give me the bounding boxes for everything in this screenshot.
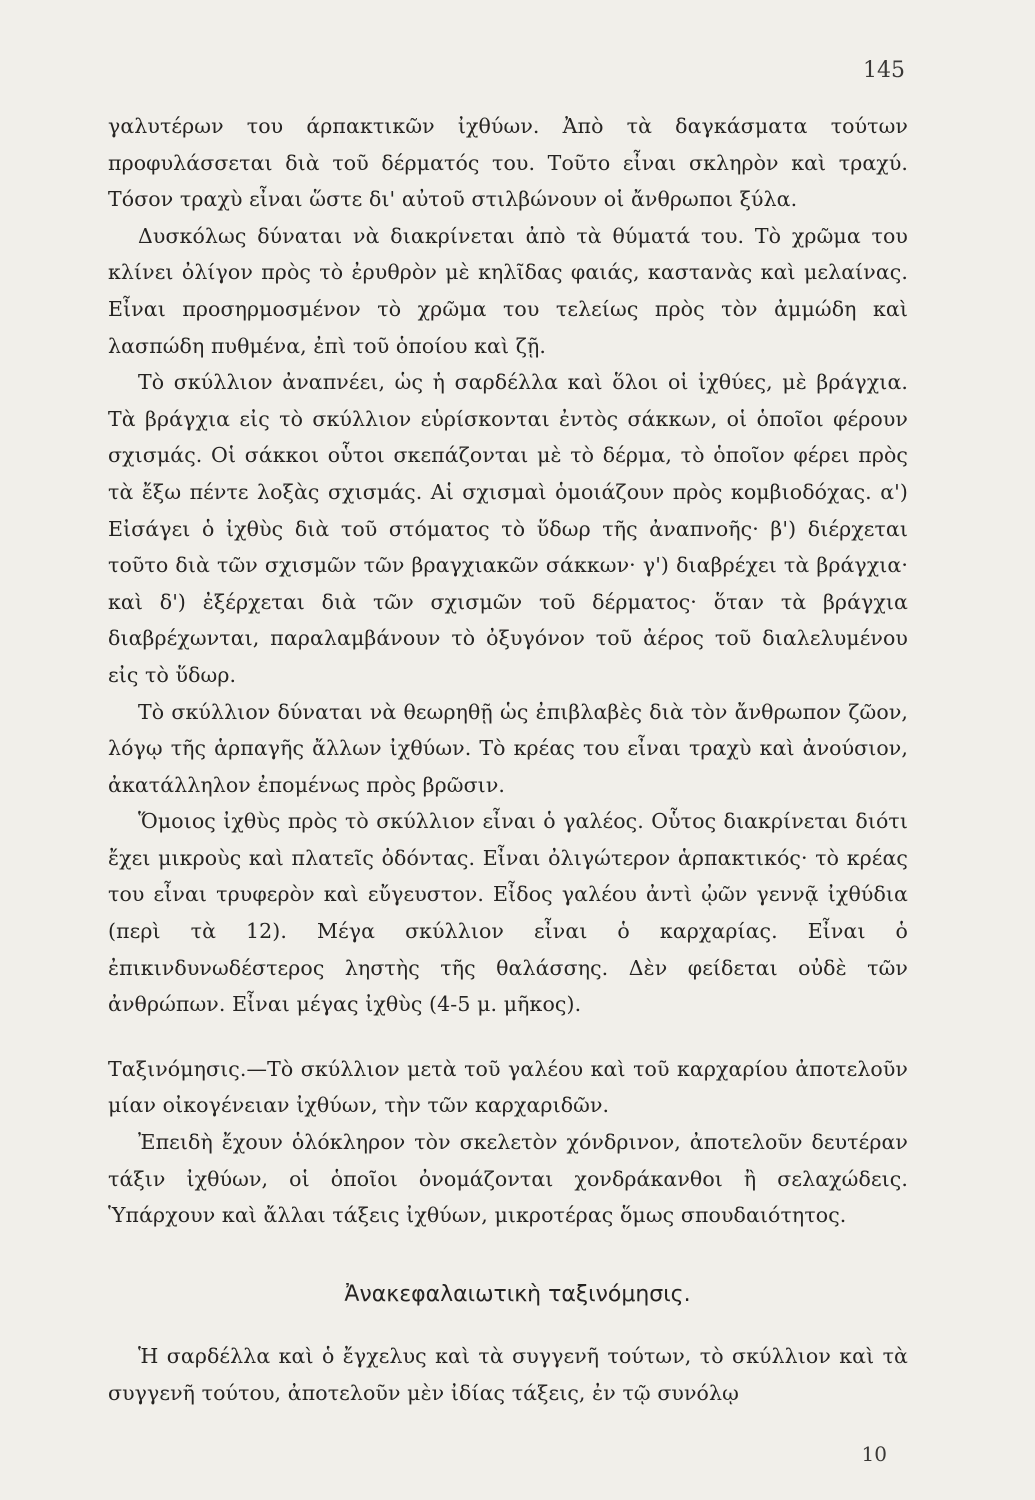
paragraph-2: Δυσκόλως δύναται νὰ διακρίνεται ἀπὸ τὰ θύματά του. Τὸ χρῶμα του κλίνει ὀλίγον πρὸς τὸ ἐρυθρὸν μὲ κηλῖδας φαιάς, καστανὰς καὶ μελαίνας. Εἶναι προσηρμοσμένον τὸ χρῶμα του τελείως πρὸς τὸν ἀμμώδη καὶ λασπώδη πυθμένα, ἐπὶ τοῦ ὁποίου καὶ ζῇ. bbox=[108, 223, 908, 358]
paragraph-7: Ἐπειδὴ ἔχουν ὁλόκληρον τὸν σκελετὸν χόνδρινον, ἀποτελοῦν δευτέραν τάξιν ἰχθύων, οἱ ὁποῖοι ὀνομάζονται χονδράκανθοι ἢ σελαχώδεις. Ὑπάρχουν καὶ ἄλλαι τάξεις ἰχθύων, μικροτέρας ὅμως σπουδαιότητος. bbox=[108, 1130, 908, 1228]
summary-paragraph: Ἡ σαρδέλλα καὶ ὁ ἔγχελυς καὶ τὰ συγγενῆ τούτων, τὸ σκύλλιον καὶ τὰ συγγενῆ τούτου, ἀποτελοῦν μὲν ἰδίας τάξεις, ἐν τῷ συνόλῳ bbox=[108, 1344, 908, 1405]
paragraph-classification: Ταξινόμησις.—Τὸ σκύλλιον μετὰ τοῦ γαλέου καὶ τοῦ καρχαρίου ἀποτελοῦν μίαν οἰκογένειαν ἰχθύων, τὴν τῶν καρχαριδῶν. bbox=[108, 1056, 908, 1118]
folio-number: 10 bbox=[861, 1442, 887, 1466]
paragraph-3: Τὸ σκύλλιον ἀναπνέει, ὡς ἡ σαρδέλλα καὶ ὅλοι οἱ ἰχθύες, μὲ βράγχια. Τὰ βράγχια εἰς τὸ σκύλλιον εὑρίσκονται ἐντὸς σάκκων, οἱ ὁποῖοι φέρουν σχισμάς. Οἱ σάκκοι οὗτοι σκεπάζονται μὲ τὸ δέρμα, τὸ ὁποῖον φέρει πρὸς τὰ ἔξω πέντε λοξὰς σχισμάς. Αἱ σχισμαὶ ὁμοιάζουν πρὸς κομβιοδόχας. α') Εἰσάγει ὁ ἰχθὺς διὰ τοῦ στόματος τὸ ὕδωρ τῆς ἀναπνοῆς· β') διέρχεται τοῦτο διὰ τῶν σχισμῶν τῶν βραγχιακῶν σάκκων· γ') διαβρέχει τὰ βράγχια· καὶ δ') ἐξέρχεται διὰ τῶν σχισμῶν τοῦ δέρματος· ὅταν τὰ βράγχια διαβρέχωνται, παραλαμβάνουν τὸ ὀξυγόνον τοῦ ἀέρος τοῦ διαλελυμένου εἰς τὸ ὕδωρ. bbox=[108, 370, 908, 687]
section-heading: Ἀνακεφαλαιωτικὴ ταξινόμησις. bbox=[344, 1282, 691, 1307]
summary-block bbox=[108, 1338, 908, 1411]
page-number: 145 bbox=[863, 58, 905, 83]
paragraph-4: Τὸ σκύλλιον δύναται νὰ θεωρηθῇ ὡς ἐπιβλαβὲς διὰ τὸν ἄνθρωπον ζῶον, λόγῳ τῆς ἁρπαγῆς ἄλλων ἰχθύων. Τὸ κρέας του εἶναι τραχὺ καὶ ἀνούσιον, ἀκατάλληλον ἐπομένως πρὸς βρῶσιν. bbox=[108, 699, 908, 797]
paragraph-5: Ὅμοιος ἰχθὺς πρὸς τὸ σκύλλιον εἶναι ὁ γαλέος. Οὗτος διακρίνεται διότι ἔχει μικροὺς καὶ πλατεῖς ὀδόντας. Εἶναι ὀλιγώτερον ἁρπακτικός· τὸ κρέας του εἶναι τρυφερὸν καὶ εὔγευστον. Εἶδος γαλέου ἀντὶ ᾠῶν γεννᾷ ἰχθύδια (περὶ τὰ 12). Μέγα σκύλλιον εἶναι ὁ καρχαρίας. Εἶναι ὁ ἐπικινδυνωδέστερος ληστὴς τῆς θαλάσσης. Δὲν φείδεται οὐδὲ τῶν ἀνθρώπων. Εἶναι μέγας ἰχθὺς (4-5 μ. μῆκος). bbox=[108, 809, 908, 1017]
paragraph-1: γαλυτέρων του άρπακτικῶν ἰχθύων. Ἀπὸ τὰ δαγκάσματα τούτων προφυλάσσεται διὰ τοῦ δέρματός του. Τοῦτο εἶναι σκληρὸν καὶ τραχύ. Τόσον τραχὺ εἶναι ὥστε δι' αὐτοῦ στιλβώνουν οἱ ἄνθρωποι ξύλα. bbox=[108, 114, 908, 212]
body-text bbox=[108, 108, 908, 1234]
